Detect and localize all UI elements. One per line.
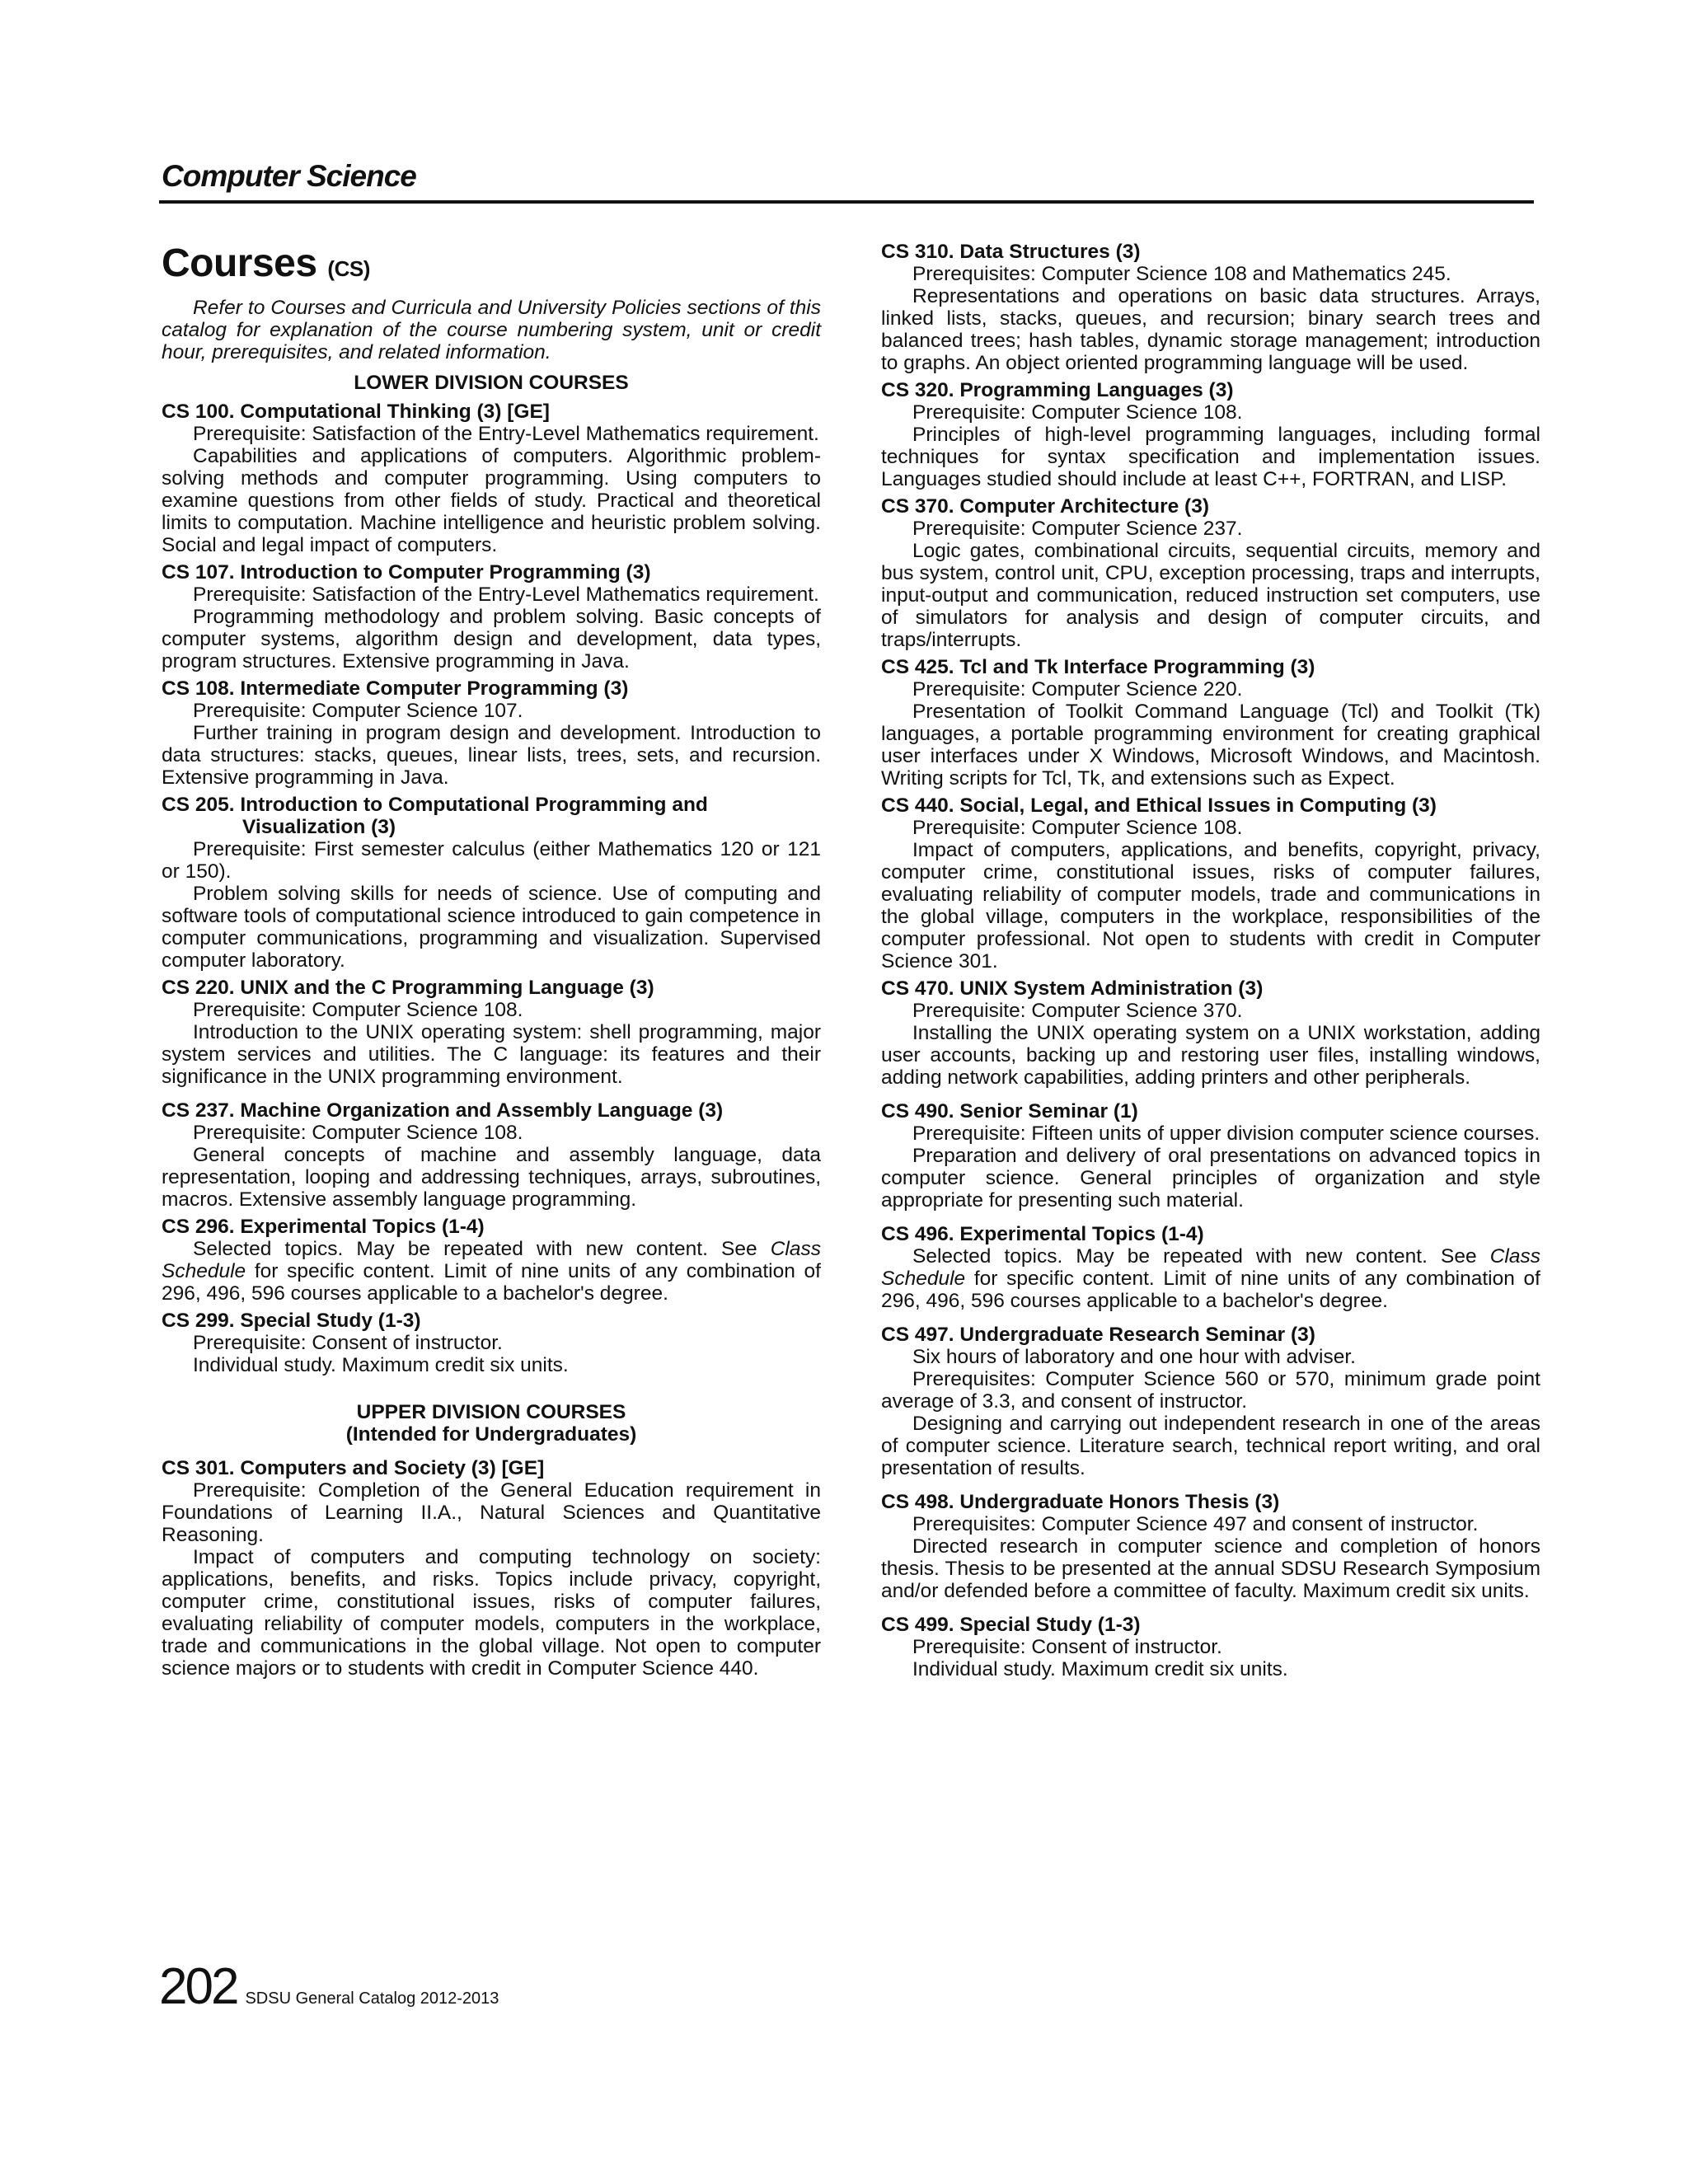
intro-paragraph: Refer to Courses and Curricula and University Policies sections of this catalog for explanation of the course numbering system, unit or credit hour, prerequisites, and related information.	[162, 297, 821, 363]
course-desc: Preparation and delivery of oral presentations on advanced topics in computer science. General principles of organization and style appropriate for presenting such material.	[881, 1145, 1540, 1212]
course-desc: Further training in program design and development. Introduction to data structures: stacks, queues, linear lists, trees, sets, and recursion. Extensive programming in Java.	[162, 722, 821, 789]
course-title: CS 107. Introduction to Computer Programming (3)	[162, 561, 651, 583]
left-column	[162, 241, 821, 1685]
course-prereq: Prerequisite: Satisfaction of the Entry-Level Mathematics requirement.	[193, 583, 819, 606]
course-prereq: Prerequisite: Computer Science 108.	[912, 817, 1243, 839]
course-desc: Individual study. Maximum credit six units.	[912, 1658, 1288, 1680]
course-cs205	[162, 794, 821, 972]
page-footer	[159, 1958, 499, 2015]
course-cs470	[881, 977, 1540, 1089]
course-cs320	[881, 379, 1540, 490]
course-prereq: Prerequisite: Computer Science 370.	[912, 1000, 1243, 1022]
course-desc: Impact of computers, applications, and benefits, copyright, privacy, computer crime, constitutional issues, risks of computer failures, evaluating reliability of computer models, trade and communications in the global village, computers in the workplace, responsibilities of the computer professional. Not open to students with credit in Computer Science 301.	[881, 839, 1540, 972]
course-cs100	[162, 401, 821, 556]
courses-heading	[162, 241, 821, 292]
course-title: CS 301. Computers and Society (3) [GE]	[162, 1457, 545, 1479]
catalog-name: SDSU General Catalog 2012-2013	[245, 1990, 499, 2008]
course-prereq: Prerequisite: Consent of instructor.	[193, 1332, 503, 1354]
course-desc: Introduction to the UNIX operating system: shell programming, major system services and utilities. The C language: its features and their significance in the UNIX programming environment.	[162, 1021, 821, 1088]
course-title: CS 440. Social, Legal, and Ethical Issues in Computing (3)	[881, 794, 1437, 817]
course-cs370	[881, 495, 1540, 651]
course-cs497	[881, 1324, 1540, 1479]
course-desc: Directed research in computer science and completion of honors thesis. Thesis to be presented at the annual SDSU Research Symposium and/or defended before a committee of faculty. Maximum credit six units.	[881, 1535, 1540, 1602]
course-prereq: Prerequisite: Computer Science 108.	[193, 1122, 523, 1144]
section-title-upper: UPPER DIVISION COURSES (Intended for Undergraduates)	[345, 1401, 637, 1446]
course-title: CS 237. Machine Organization and Assembly Language (3)	[162, 1099, 724, 1122]
course-prereq: Prerequisite: Computer Science 237.	[912, 518, 1243, 540]
course-title: CS 425. Tcl and Tk Interface Programming (3)	[881, 656, 1315, 678]
course-desc: Presentation of Toolkit Command Language (Tcl) and Toolkit (Tk) languages, a portable programming environment for creating graphical user interfaces under X Windows, Microsoft Windows, and Macintosh. Writing scripts for Tcl, Tk, and extensions such as Expect.	[881, 701, 1540, 790]
course-title: CS 370. Computer Architecture (3)	[881, 495, 1209, 518]
course-cs299	[162, 1310, 821, 1376]
course-cs301	[162, 1457, 821, 1680]
course-desc: General concepts of machine and assembly language, data representation, looping and addressing techniques, arrays, subroutines, macros. Extensive assembly language programming.	[162, 1144, 821, 1211]
section-title-lower: LOWER DIVISION COURSES	[354, 372, 629, 394]
course-cs237	[162, 1099, 821, 1211]
course-cs310	[881, 241, 1540, 374]
course-cs296	[162, 1216, 821, 1305]
course-desc: Selected topics. May be repeated with new content. See Class Schedule for specific content. Limit of nine units of any combination of 296, 496, 596 courses applicable to a bachelor's degree.	[162, 1238, 821, 1305]
course-cs220	[162, 977, 821, 1088]
course-prereq: Prerequisite: Consent of instructor.	[912, 1636, 1222, 1658]
course-cs107	[162, 561, 821, 673]
course-desc: Logic gates, combinational circuits, sequential circuits, memory and bus system, control unit, CPU, exception processing, traps and interrupts, input-output and communication, reduced instruction set computers, use of simulators for analysis and design of computer circuits, and traps/interrupts.	[881, 540, 1540, 651]
course-prereq: Prerequisite: Computer Science 220.	[912, 678, 1243, 701]
course-title: CS 220. UNIX and the C Programming Language (3)	[162, 977, 654, 999]
course-cs499	[881, 1614, 1540, 1680]
course-desc: Principles of high-level programming languages, including formal techniques for syntax specification and implementation issues. Languages studied should include at least C++, FORTRAN, and LISP.	[881, 424, 1540, 490]
course-title: CS 490. Senior Seminar (1)	[881, 1100, 1138, 1122]
course-title: CS 108. Intermediate Computer Programming (3)	[162, 677, 629, 700]
course-title: CS 100. Computational Thinking (3) [GE]	[162, 401, 550, 423]
course-desc: Designing and carrying out independent research in one of the areas of computer science. Literature search, technical report writing, and oral presentation of results.	[881, 1413, 1540, 1479]
course-prereq: Prerequisite: Completion of the General Education requirement in Foundations of Learning II.A., Natural Sciences and Quantitative Reasoning.	[162, 1479, 821, 1546]
course-prereq: Prerequisite: Computer Science 107.	[193, 700, 523, 722]
course-title: CS 320. Programming Languages (3)	[881, 379, 1234, 401]
course-cs498	[881, 1491, 1540, 1602]
course-prereq: Prerequisites: Computer Science 497 and consent of instructor.	[912, 1513, 1479, 1535]
course-title: CS 299. Special Study (1-3)	[162, 1310, 421, 1332]
course-cs490	[881, 1100, 1540, 1212]
course-desc: Installing the UNIX operating system on a UNIX workstation, adding user accounts, backing up and restoring user files, installing windows, adding network capabilities, adding printers and other peripherals.	[881, 1022, 1540, 1089]
course-title: CS 499. Special Study (1-3)	[881, 1614, 1141, 1636]
course-desc: Impact of computers and computing technology on society: applications, benefits, and risks. Topics include privacy, copyright, computer crime, constitutional issues, risks of computer failures, evaluating reliability of computer models, computers in the workplace, trade and communications in the global village. Not open to computer science majors or to students with credit in Computer Science 440.	[162, 1546, 821, 1680]
course-cs425	[881, 656, 1540, 790]
course-title: CS 205. Introduction to Computational Programming and Visualization (3)	[162, 794, 708, 838]
course-title: CS 498. Undergraduate Honors Thesis (3)	[881, 1491, 1280, 1513]
course-hours: Six hours of laboratory and one hour with adviser.	[912, 1346, 1356, 1368]
class-schedule-ref: Class Schedule	[881, 1245, 1540, 1290]
course-prereq: Prerequisite: Computer Science 108.	[193, 999, 523, 1021]
class-schedule-ref: Class Schedule	[162, 1238, 821, 1282]
course-prereq: Prerequisites: Computer Science 560 or 570, minimum grade point average of 3.3, and consent of instructor.	[881, 1368, 1540, 1413]
course-desc: Programming methodology and problem solving. Basic concepts of computer systems, algorithm design and development, data types, program structures. Extensive programming in Java.	[162, 606, 821, 673]
course-title: CS 496. Experimental Topics (1-4)	[881, 1223, 1204, 1245]
course-prereq: Prerequisite: Fifteen units of upper division computer science courses.	[912, 1122, 1540, 1145]
course-title: CS 310. Data Structures (3)	[881, 241, 1141, 263]
course-cs108	[162, 677, 821, 789]
course-prereq: Prerequisite: First semester calculus (either Mathematics 120 or 121 or 150).	[162, 838, 821, 883]
course-cs440	[881, 794, 1540, 972]
courses-title: Courses	[162, 241, 317, 285]
course-title: CS 497. Undergraduate Research Seminar (3)	[881, 1324, 1315, 1346]
courses-abbr: (CS)	[327, 256, 370, 281]
course-title: CS 296. Experimental Topics (1-4)	[162, 1216, 485, 1238]
course-title: CS 470. UNIX System Administration (3)	[881, 977, 1264, 1000]
course-prereq: Prerequisite: Computer Science 108.	[912, 401, 1243, 424]
right-column	[881, 241, 1540, 1685]
header-rule	[159, 200, 1534, 204]
course-desc: Problem solving skills for needs of science. Use of computing and software tools of computational science introduced to gain competence in computer communications, programming and visualization. Supervised computer laboratory.	[162, 883, 821, 972]
page-header-title: Computer Science	[162, 159, 416, 193]
course-prereq: Prerequisite: Satisfaction of the Entry-Level Mathematics requirement.	[193, 423, 819, 445]
course-desc: Selected topics. May be repeated with new content. See Class Schedule for specific content. Limit of nine units of any combination of 296, 496, 596 courses applicable to a bachelor's degree.	[881, 1245, 1540, 1312]
course-cs496	[881, 1223, 1540, 1312]
course-desc: Representations and operations on basic data structures. Arrays, linked lists, stacks, queues, and recursion; binary search trees and balanced trees; hash tables, dynamic storage management; introduction to graphs. An object oriented programming language will be used.	[881, 285, 1540, 374]
course-desc: Capabilities and applications of computers. Algorithmic problem-solving methods and computer programming. Using computers to examine questions from other fields of study. Practical and theoretical limits to computation. Machine intelligence and heuristic problem solving. Social and legal impact of computers.	[162, 445, 821, 556]
course-desc: Individual study. Maximum credit six units.	[193, 1354, 569, 1376]
course-prereq: Prerequisites: Computer Science 108 and Mathematics 245.	[912, 263, 1451, 285]
page-number: 202	[159, 1958, 237, 2015]
